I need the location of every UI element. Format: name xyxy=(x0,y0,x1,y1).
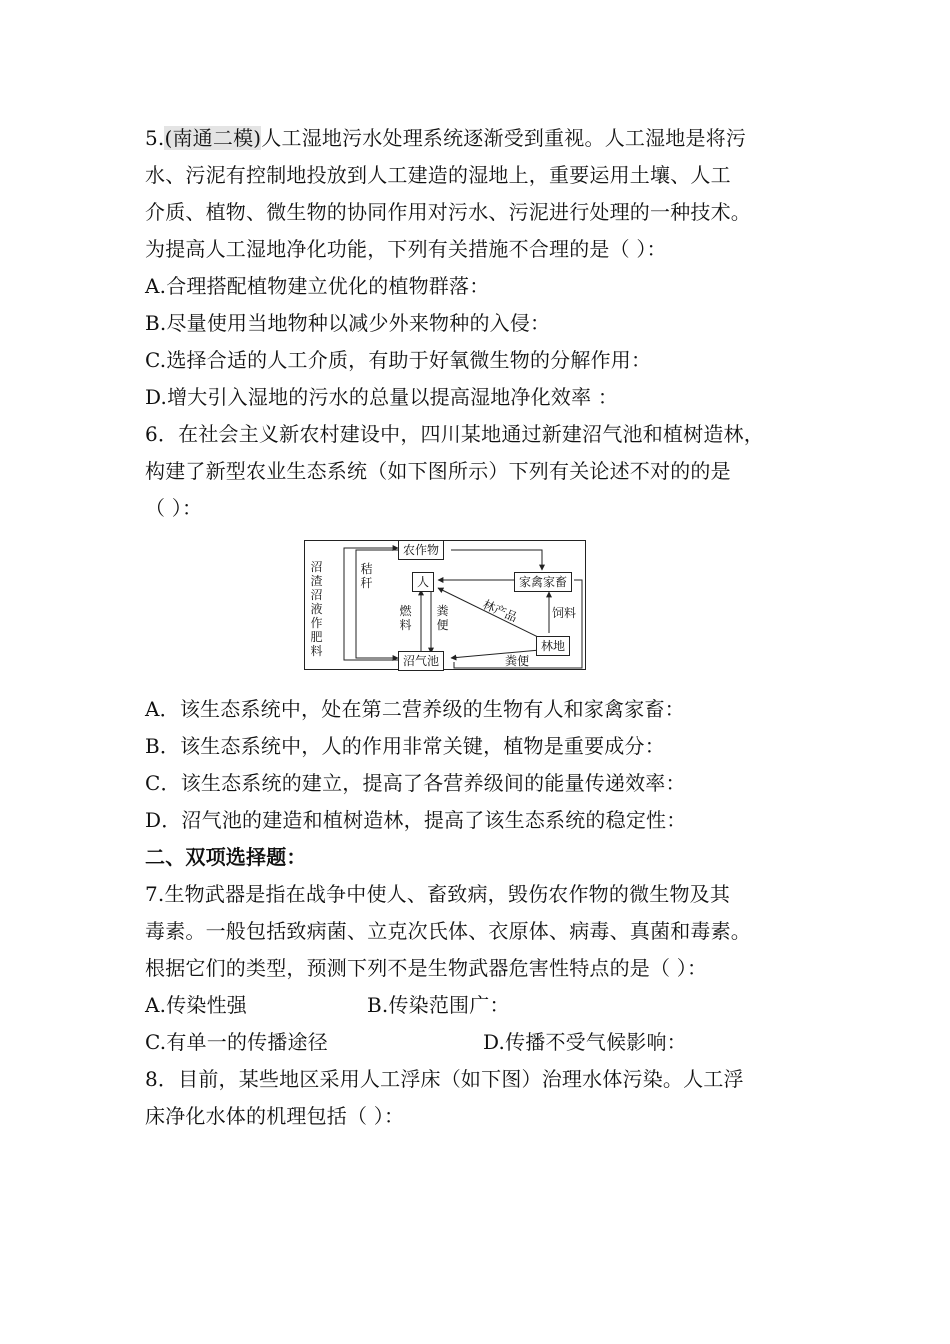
q5-option-d: D.增大引入湿地的污水的总量以提高湿地净化效率 ： xyxy=(145,385,619,409)
q5-line-4: 为提高人工湿地净化功能，下列有关措施不合理的是（ ）： xyxy=(145,237,667,261)
livestock-node: 家禽家畜 xyxy=(514,572,572,592)
q5-option-b: B.尽量使用当地物种以减少外来物种的入侵： xyxy=(145,311,551,335)
q7-options-row-2 xyxy=(145,1030,805,1054)
bottom-feces-label: 粪便 xyxy=(505,654,530,668)
q5-line-2: 水、污泥有控制地投放到人工建造的湿地上，重要运用土壤、人工 xyxy=(145,163,731,187)
human-feces-label: 粪便 xyxy=(436,604,449,632)
q7-line-2: 毒素。一般包括致病菌、立克次氏体、衣原体、病毒、真菌和毒素。 xyxy=(145,919,751,943)
straw-label: 秸秆 xyxy=(360,562,373,590)
q6-line-1: 6．在社会主义新农村建设中，四川某地通过新建沼气池和植树造林， xyxy=(145,422,764,446)
q7-line-3: 根据它们的类型，预测下列不是生物武器危害性特点的是（ ）： xyxy=(145,956,708,980)
q8-line-2: 床净化水体的机理包括（ ）： xyxy=(145,1104,405,1128)
q5-number: 5. xyxy=(145,126,165,150)
fuel-label: 燃料 xyxy=(399,604,412,632)
q7-option-b: B.传染范围广： xyxy=(367,993,510,1017)
q7-line-1: 7.生物武器是指在战争中使人、畜致病，毁伤农作物的微生物及其 xyxy=(145,882,731,906)
q8-line-1: 8．目前，某些地区采用人工浮床（如下图）治理水体污染。人工浮 xyxy=(145,1067,744,1091)
q5-line-3: 介质、植物、微生物的协同作用对污水、污泥进行处理的一种技术。 xyxy=(145,200,751,224)
crops-node: 农作物 xyxy=(398,540,444,560)
q7-option-d: D.传播不受气候影响： xyxy=(483,1030,687,1054)
q5-text-1: 人工湿地污水处理系统逐渐受到重视。人工湿地是将污 xyxy=(261,126,747,150)
fertilizer-label: 沼渣沼液作肥料 xyxy=(310,560,323,658)
human-node: 人 xyxy=(412,572,434,592)
forest-product-label: 林产品 xyxy=(480,597,520,625)
q7-option-c: C.有单一的传播途径 xyxy=(145,1030,328,1054)
q7-option-a: A.传染性强 xyxy=(145,993,248,1017)
q6-option-c: C．该生态系统的建立，提高了各营养级间的能量传递效率： xyxy=(145,771,686,795)
q6-option-b: B．该生态系统中，人的作用非常关键，植物是重要成分： xyxy=(145,734,665,758)
forest-node: 林地 xyxy=(536,636,570,656)
q5-option-c: C.选择合适的人工介质，有助于好氧微生物的分解作用： xyxy=(145,348,652,372)
q6-line-3: （ ）： xyxy=(145,496,203,520)
biogas-node: 沼气池 xyxy=(398,651,444,671)
q6-option-d: D．沼气池的建造和植树造林，提高了该生态系统的稳定性： xyxy=(145,808,687,832)
section-heading: 二、双项选择题： xyxy=(145,845,307,869)
ecosystem-diagram xyxy=(304,540,586,670)
q6-option-a: A．该生态系统中，处在第二营养级的生物有人和家禽家畜： xyxy=(145,697,685,721)
q5-source-tag: (南通二模) xyxy=(164,126,262,150)
q7-options-row-1 xyxy=(145,993,805,1017)
q5-line-1 xyxy=(145,126,746,150)
q5-option-a: A.合理搭配植物建立优化的植物群落： xyxy=(145,274,490,298)
feed-label: 饲料 xyxy=(552,606,577,620)
q6-line-2: 构建了新型农业生态系统（如下图所示）下列有关论述不对的的是 xyxy=(145,459,731,483)
